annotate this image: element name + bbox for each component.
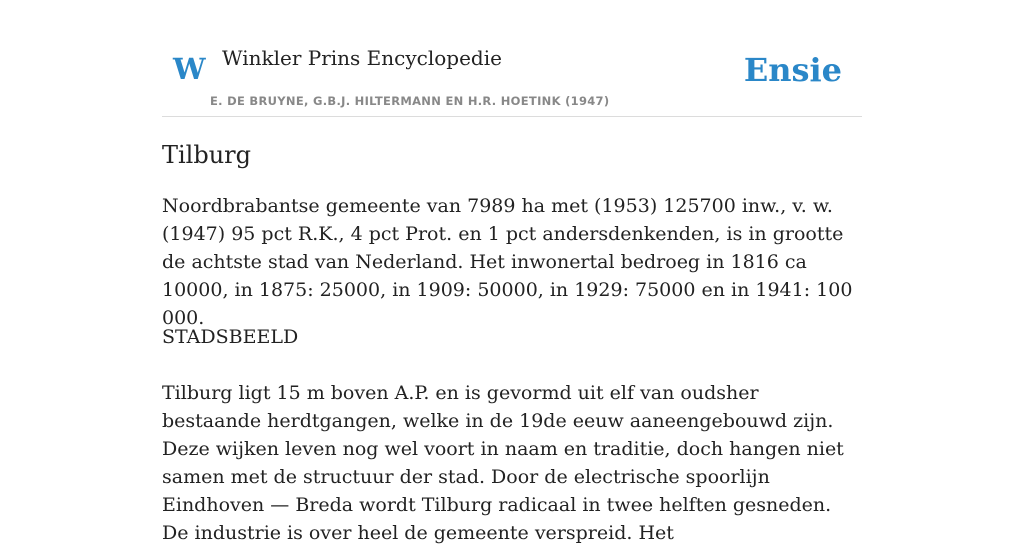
article-paragraph: Noordbrabantse gemeente van 7989 ha met (1953) 125700 inw., v. w. (1947) 95 pct R.K., 4 pct Prot. en 1 pct andersdenkenden, is in grootte de achtste stad van Nederland. Het inwonertal bedroeg in 1816 ca 10000, in 1875: 25000, in 1909: 50000, in 1929: 75000 en in 1941: 100 000. xyxy=(162,195,853,329)
section-heading: STADSBEELD xyxy=(162,326,299,348)
ensie-logo-link[interactable]: Ensie xyxy=(743,51,842,89)
article-title: Tilburg xyxy=(162,141,252,169)
article-paragraph: Tilburg ligt 15 m boven A.P. en is gevormd uit elf van oudsher bestaande herdtgangen, welke in de 19de eeuw aaneengebouwd zijn. Deze wijken leven nog wel voort in naam en traditie, doch hangen niet samen met de structuur der stad. Door de electrische spoorlijn Eindhoven — Breda wordt Tilburg radicaal in twee helften gesneden. De industrie is over heel de gemeente verspreid. Het xyxy=(162,382,844,544)
authors-credit: E. DE BRUYNE, G.B.J. HILTERMANN EN H.R. HOETINK (1947) xyxy=(210,94,610,108)
site-header xyxy=(162,0,862,117)
page xyxy=(162,0,862,544)
site-title[interactable]: Winkler Prins Encyclopedie xyxy=(222,46,502,70)
logo-w-icon[interactable]: W xyxy=(173,52,206,86)
